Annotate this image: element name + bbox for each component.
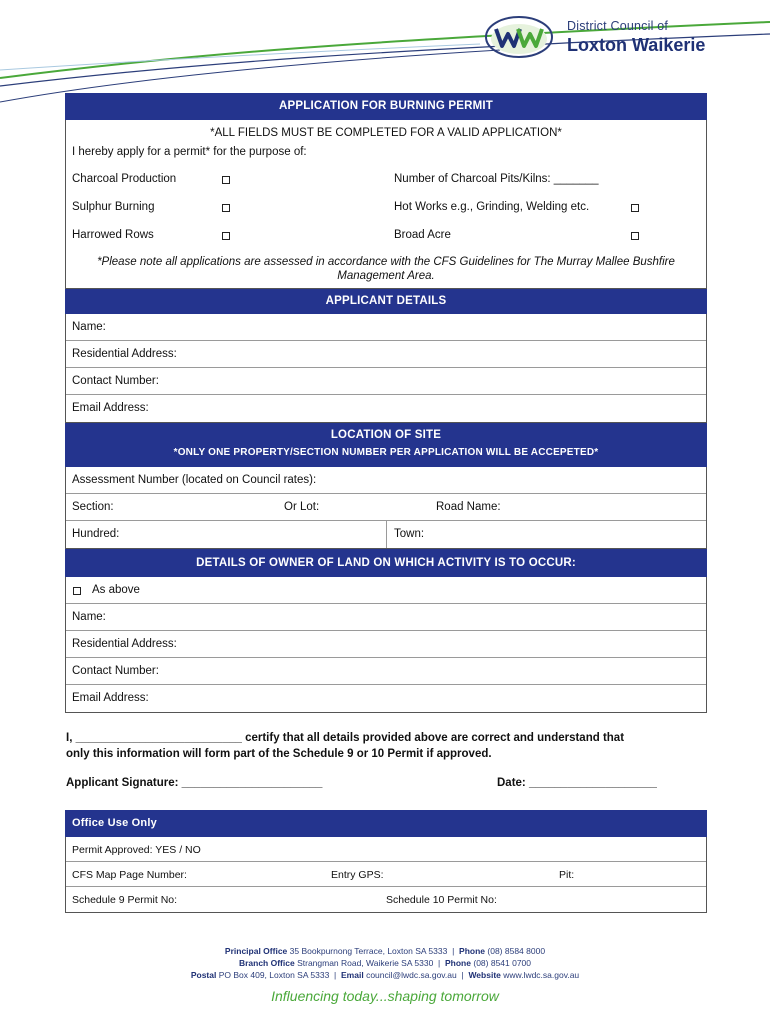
signature-field[interactable]: Applicant Signature: ______________________ [66, 777, 323, 789]
cfs-map-label: CFS Map Page Number: [72, 869, 187, 881]
hotworks-checkbox[interactable] [631, 204, 639, 212]
footer-contact [0, 970, 770, 980]
schedule9-label: Schedule 9 Permit No: [72, 894, 178, 906]
applicant-address-field[interactable] [66, 341, 706, 368]
declaration-line2: only this information will form part of the Schedule 9 or 10 Permit if approved. [66, 748, 492, 760]
footer-branch [0, 958, 770, 968]
harrowed-label: Harrowed Rows [72, 229, 154, 241]
phone-label-1: Phone [459, 946, 486, 956]
principal-address: 35 Bookpurnong Terrace, Loxton SA 5333 [289, 946, 448, 956]
footer-email-link[interactable]: council@lwdc.sa.gov.au [366, 970, 457, 980]
sep-1: | [452, 946, 455, 956]
form-title: APPLICATION FOR BURNING PERMIT [65, 93, 707, 120]
pits-label: Number of Charcoal Pits/Kilns: _______ [394, 173, 599, 185]
lot-label[interactable]: Or Lot: [284, 501, 320, 513]
applicant-email-label: Email Address: [72, 402, 149, 414]
permit-approved-row [66, 837, 706, 862]
applicant-header: APPLICANT DETAILS [65, 289, 707, 314]
owner-email-label: Email Address: [72, 692, 149, 704]
as-above-label: As above [92, 584, 140, 596]
entry-gps-label: Entry GPS: [331, 869, 384, 881]
purpose-intro: I hereby apply for a permit* for the purpose of: [72, 146, 307, 158]
purpose-section [65, 120, 707, 289]
applicant-name-field[interactable] [66, 314, 706, 341]
logo-line1: District Council of [567, 19, 669, 33]
application-form [65, 93, 707, 713]
assessment-label: Assessment Number (located on Council rates): [72, 474, 317, 486]
logo-line2: Loxton Waikerie [567, 35, 706, 55]
hotworks-label: Hot Works e.g., Grinding, Welding etc. [394, 201, 590, 213]
applicant-address-label: Residential Address: [72, 348, 177, 360]
cfs-note: *Please note all applications are assessed in accordance with the CFS Guidelines for The Murray Mallee Bushfire Management Area. [97, 256, 675, 282]
declaration [66, 730, 706, 762]
sep-2: | [438, 958, 441, 968]
hundred-town-row [66, 521, 706, 548]
assessment-field[interactable] [66, 467, 706, 494]
council-logo [484, 14, 714, 64]
principal-label: Principal Office [224, 946, 288, 956]
section-label[interactable]: Section: [72, 501, 114, 513]
location-section [65, 467, 707, 549]
declaration-line1: I, __________________________ certify that all details provided above are correct and understand that [66, 732, 625, 744]
road-label[interactable]: Road Name: [436, 501, 501, 513]
sulphur-label: Sulphur Burning [72, 201, 155, 213]
charcoal-label: Charcoal Production [72, 173, 177, 185]
as-above-checkbox[interactable] [73, 587, 81, 595]
sep-3: | [334, 970, 337, 980]
section-lot-road-row [66, 494, 706, 521]
applicant-contact-label: Contact Number: [72, 375, 159, 387]
owner-name-field[interactable] [66, 604, 706, 631]
principal-phone: (08) 8584 8000 [487, 946, 546, 956]
owner-contact-field[interactable] [66, 658, 706, 685]
owner-address-field[interactable] [66, 631, 706, 658]
applicant-contact-field[interactable] [66, 368, 706, 395]
sep-4: | [461, 970, 464, 980]
broadacre-label: Broad Acre [394, 229, 451, 241]
as-above-row [66, 577, 706, 604]
owner-header: DETAILS OF OWNER OF LAND ON WHICH ACTIVITY IS TO OCCUR: [65, 549, 707, 577]
lw-logo-icon [484, 14, 554, 60]
hundred-label[interactable]: Hundred: [72, 528, 120, 540]
owner-address-label: Residential Address: [72, 638, 177, 650]
applicant-email-field[interactable] [66, 395, 706, 422]
charcoal-checkbox[interactable] [222, 176, 230, 184]
location-subtitle: *ONLY ONE PROPERTY/SECTION NUMBER PER APPLICATION WILL BE ACCEPETED* [173, 447, 599, 458]
owner-section [65, 577, 707, 713]
website-label: Website [468, 970, 501, 980]
applicant-name-label: Name: [72, 321, 106, 333]
broadacre-checkbox[interactable] [631, 232, 639, 240]
sulphur-checkbox[interactable] [222, 204, 230, 212]
postal-address: PO Box 409, Loxton SA 5333 [218, 970, 330, 980]
postal-label: Postal [190, 970, 217, 980]
footer-principal [0, 946, 770, 956]
date-field[interactable]: Date: ____________________ [497, 777, 657, 789]
office-use-section [65, 810, 707, 913]
harrowed-checkbox[interactable] [222, 232, 230, 240]
branch-label: Branch Office [238, 958, 295, 968]
owner-contact-label: Contact Number: [72, 665, 159, 677]
location-title: LOCATION OF SITE [330, 429, 442, 441]
schedule-row [66, 887, 706, 912]
schedule10-label: Schedule 10 Permit No: [386, 894, 497, 906]
town-label[interactable]: Town: [394, 528, 425, 540]
permit-approved-label: Permit Approved: YES / NO [72, 844, 201, 856]
applicant-section [65, 314, 707, 423]
phone-label-2: Phone [445, 958, 471, 968]
location-header [65, 423, 707, 467]
branch-phone: (08) 8541 0700 [473, 958, 532, 968]
branch-address: Strangman Road, Waikerie SA 5330 [297, 958, 434, 968]
tagline: Influencing today...shaping tomorrow [271, 988, 499, 1004]
owner-email-field[interactable] [66, 685, 706, 712]
owner-name-label: Name: [72, 611, 106, 623]
pit-label: Pit: [559, 869, 575, 881]
office-header: Office Use Only [65, 810, 707, 837]
footer-website-link[interactable]: www.lwdc.sa.gov.au [503, 970, 580, 980]
cfs-gps-pit-row [66, 862, 706, 887]
column-divider [386, 521, 387, 548]
required-notice: *ALL FIELDS MUST BE COMPLETED FOR A VALID APPLICATION* [210, 127, 562, 139]
email-label: Email [341, 970, 364, 980]
